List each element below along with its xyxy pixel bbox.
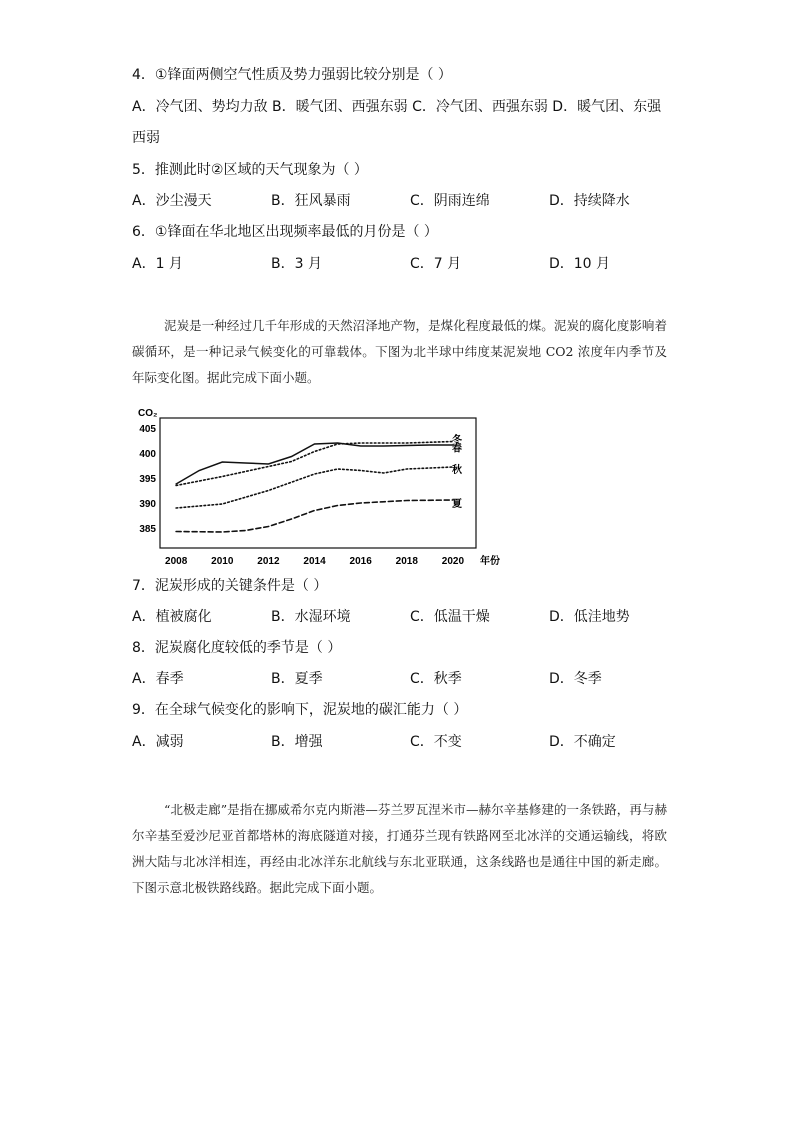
series-line-3	[176, 467, 453, 508]
q5-option-c: C．阴雨连绵	[410, 193, 490, 209]
series-label-3: 秋	[452, 465, 462, 476]
q6-option-d: D．10 月	[549, 256, 611, 272]
q6-option-a: A．1 月	[132, 256, 183, 272]
y-tick-label: 395	[139, 474, 156, 485]
q7-option-a: A．植被腐化	[132, 609, 212, 625]
q7-option-c: C．低温干燥	[410, 609, 490, 625]
y-tick-label: 390	[139, 499, 156, 510]
q8-option-a: A．春季	[132, 671, 184, 687]
q6-stem: 6．①锋面在华北地区出现频率最低的月份是（ ）	[132, 224, 438, 240]
q5-option-b: B．狂风暴雨	[271, 193, 351, 209]
x-tick-label: 2014	[303, 556, 326, 567]
x-tick-label: 2018	[395, 556, 418, 567]
q7-option-d: D．低洼地势	[549, 609, 630, 625]
series-label-2: 春	[452, 443, 462, 455]
q9-option-c: C．不变	[410, 734, 462, 750]
x-tick-label: 2008	[165, 556, 188, 567]
q6-option-b: B．3 月	[271, 256, 322, 272]
q7-stem: 7．泥炭形成的关键条件是（ ）	[132, 578, 328, 594]
plot-frame	[160, 418, 476, 548]
q6-option-c: C．7 月	[410, 256, 462, 272]
x-axis-unit: 年份	[480, 556, 500, 567]
arctic-passage	[132, 797, 667, 901]
q5-option-a: A．沙尘漫天	[132, 193, 212, 209]
q4-options: A．冷气团、势均力敌 B．暖气团、西强东弱 C．冷气团、西强东弱 D．暖气团、东强	[132, 99, 662, 115]
x-tick-label: 2010	[211, 556, 234, 567]
q9-option-b: B．增强	[271, 734, 323, 750]
x-tick-label: 2016	[349, 556, 372, 567]
q7-option-b: B．水湿环境	[271, 609, 351, 625]
y-tick-label: 400	[139, 449, 156, 460]
q4-stem: 4．①锋面两侧空气性质及势力强弱比较分别是（ ）	[132, 67, 452, 83]
q5-option-d: D．持续降水	[549, 193, 630, 209]
arctic-passage-text: “北极走廊”是指在挪威希尔克内斯港—芬兰罗瓦涅米市—赫尔辛基修建的一条铁路，再与赫尔辛基至爱沙尼亚首都塔林的海底隧道对接，打通芬兰现有铁路网至北冰洋的交通运输线，将欧洲大陆与北冰洋相连，再经由北冰洋东北航线与东北亚联通，这条线路也是通往中国的新走廊。下图示意北极铁路线路。据此完成下面小题。	[132, 802, 667, 895]
q9-stem: 9．在全球气候变化的影响下，泥炭地的碳汇能力（ ）	[132, 702, 468, 718]
q8-option-b: B．夏季	[271, 671, 323, 687]
y-tick-label: 385	[139, 524, 156, 535]
x-tick-label: 2012	[257, 556, 280, 567]
q9-option-a: A．减弱	[132, 734, 184, 750]
q5-stem: 5．推测此时②区域的天气现象为（ ）	[132, 162, 368, 178]
q8-option-d: D．冬季	[549, 671, 602, 687]
y-axis-label: CO₂	[138, 408, 158, 419]
q8-stem: 8．泥炭腐化度较低的季节是（ ）	[132, 640, 342, 656]
series-label-4: 夏	[452, 499, 462, 510]
y-tick-label: 405	[139, 424, 156, 435]
peat-passage	[132, 313, 667, 391]
q4-options-cont: 西弱	[132, 130, 160, 146]
x-tick-label: 2020	[441, 556, 465, 567]
q8-option-c: C．秋季	[410, 671, 462, 687]
co2-chart	[132, 402, 512, 572]
series-label-1: 冬	[452, 435, 462, 446]
q9-option-d: D．不确定	[549, 734, 616, 750]
peat-passage-text: 泥炭是一种经过几千年形成的天然沼泽地产物，是煤化程度最低的煤。泥炭的腐化度影响着碳循环，是一种记录气候变化的可靠载体。下图为北半球中纬度某泥炭地 CO2 浓度年内季节及年际变化图。据此完成下面小题。	[132, 318, 667, 385]
